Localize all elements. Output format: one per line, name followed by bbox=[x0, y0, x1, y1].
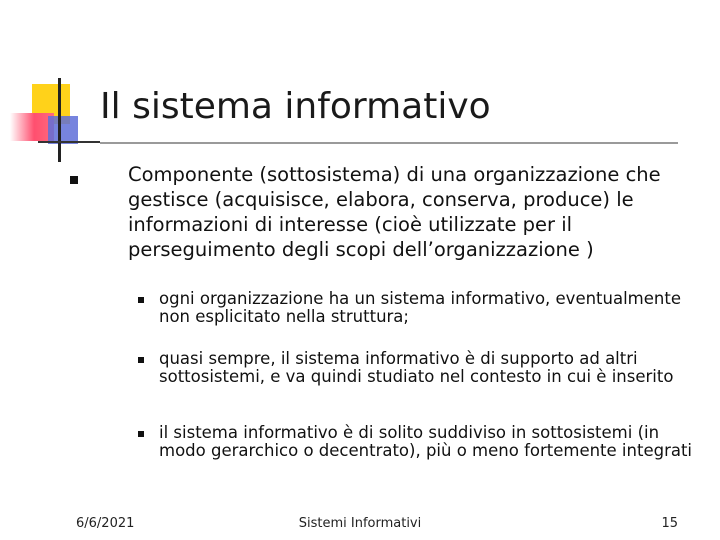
sub-bullet-marker bbox=[138, 431, 144, 437]
main-bullet-text: Componente (sottosistema) di una organizzazione che gestisce (acquisisce, elabora, conserva, produce) le informazioni di interesse (cioè utilizzate per il perseguimento degli scopi dell’organizzazione ) bbox=[128, 163, 661, 261]
sub-bullet-marker bbox=[138, 357, 144, 363]
decorative-logo bbox=[0, 0, 110, 170]
main-bullet-marker bbox=[70, 176, 78, 184]
horizontal-rule bbox=[38, 141, 100, 143]
sub-bullet-text: ogni organizzazione ha un sistema informativo, eventualmente non esplicitato nella struttura; bbox=[159, 289, 681, 326]
slide-title: Il sistema informativo bbox=[100, 86, 491, 127]
footer-date: 6/6/2021 bbox=[76, 516, 135, 531]
vertical-rule bbox=[58, 78, 61, 162]
title-underline bbox=[100, 142, 678, 144]
footer-page-number: 15 bbox=[661, 516, 678, 531]
sub-bullet-text: quasi sempre, il sistema informativo è di supporto ad altri sottosistemi, e va quindi studiato nel contesto in cui è inserito bbox=[159, 349, 674, 386]
blue-square bbox=[48, 116, 78, 144]
sub-bullet-marker bbox=[138, 297, 144, 303]
footer-course: Sistemi Informativi bbox=[298, 516, 422, 531]
sub-bullet-text: il sistema informativo è di solito suddiviso in sottosistemi (in modo gerarchico o decentrato), più o meno fortemente integrati bbox=[159, 423, 693, 460]
